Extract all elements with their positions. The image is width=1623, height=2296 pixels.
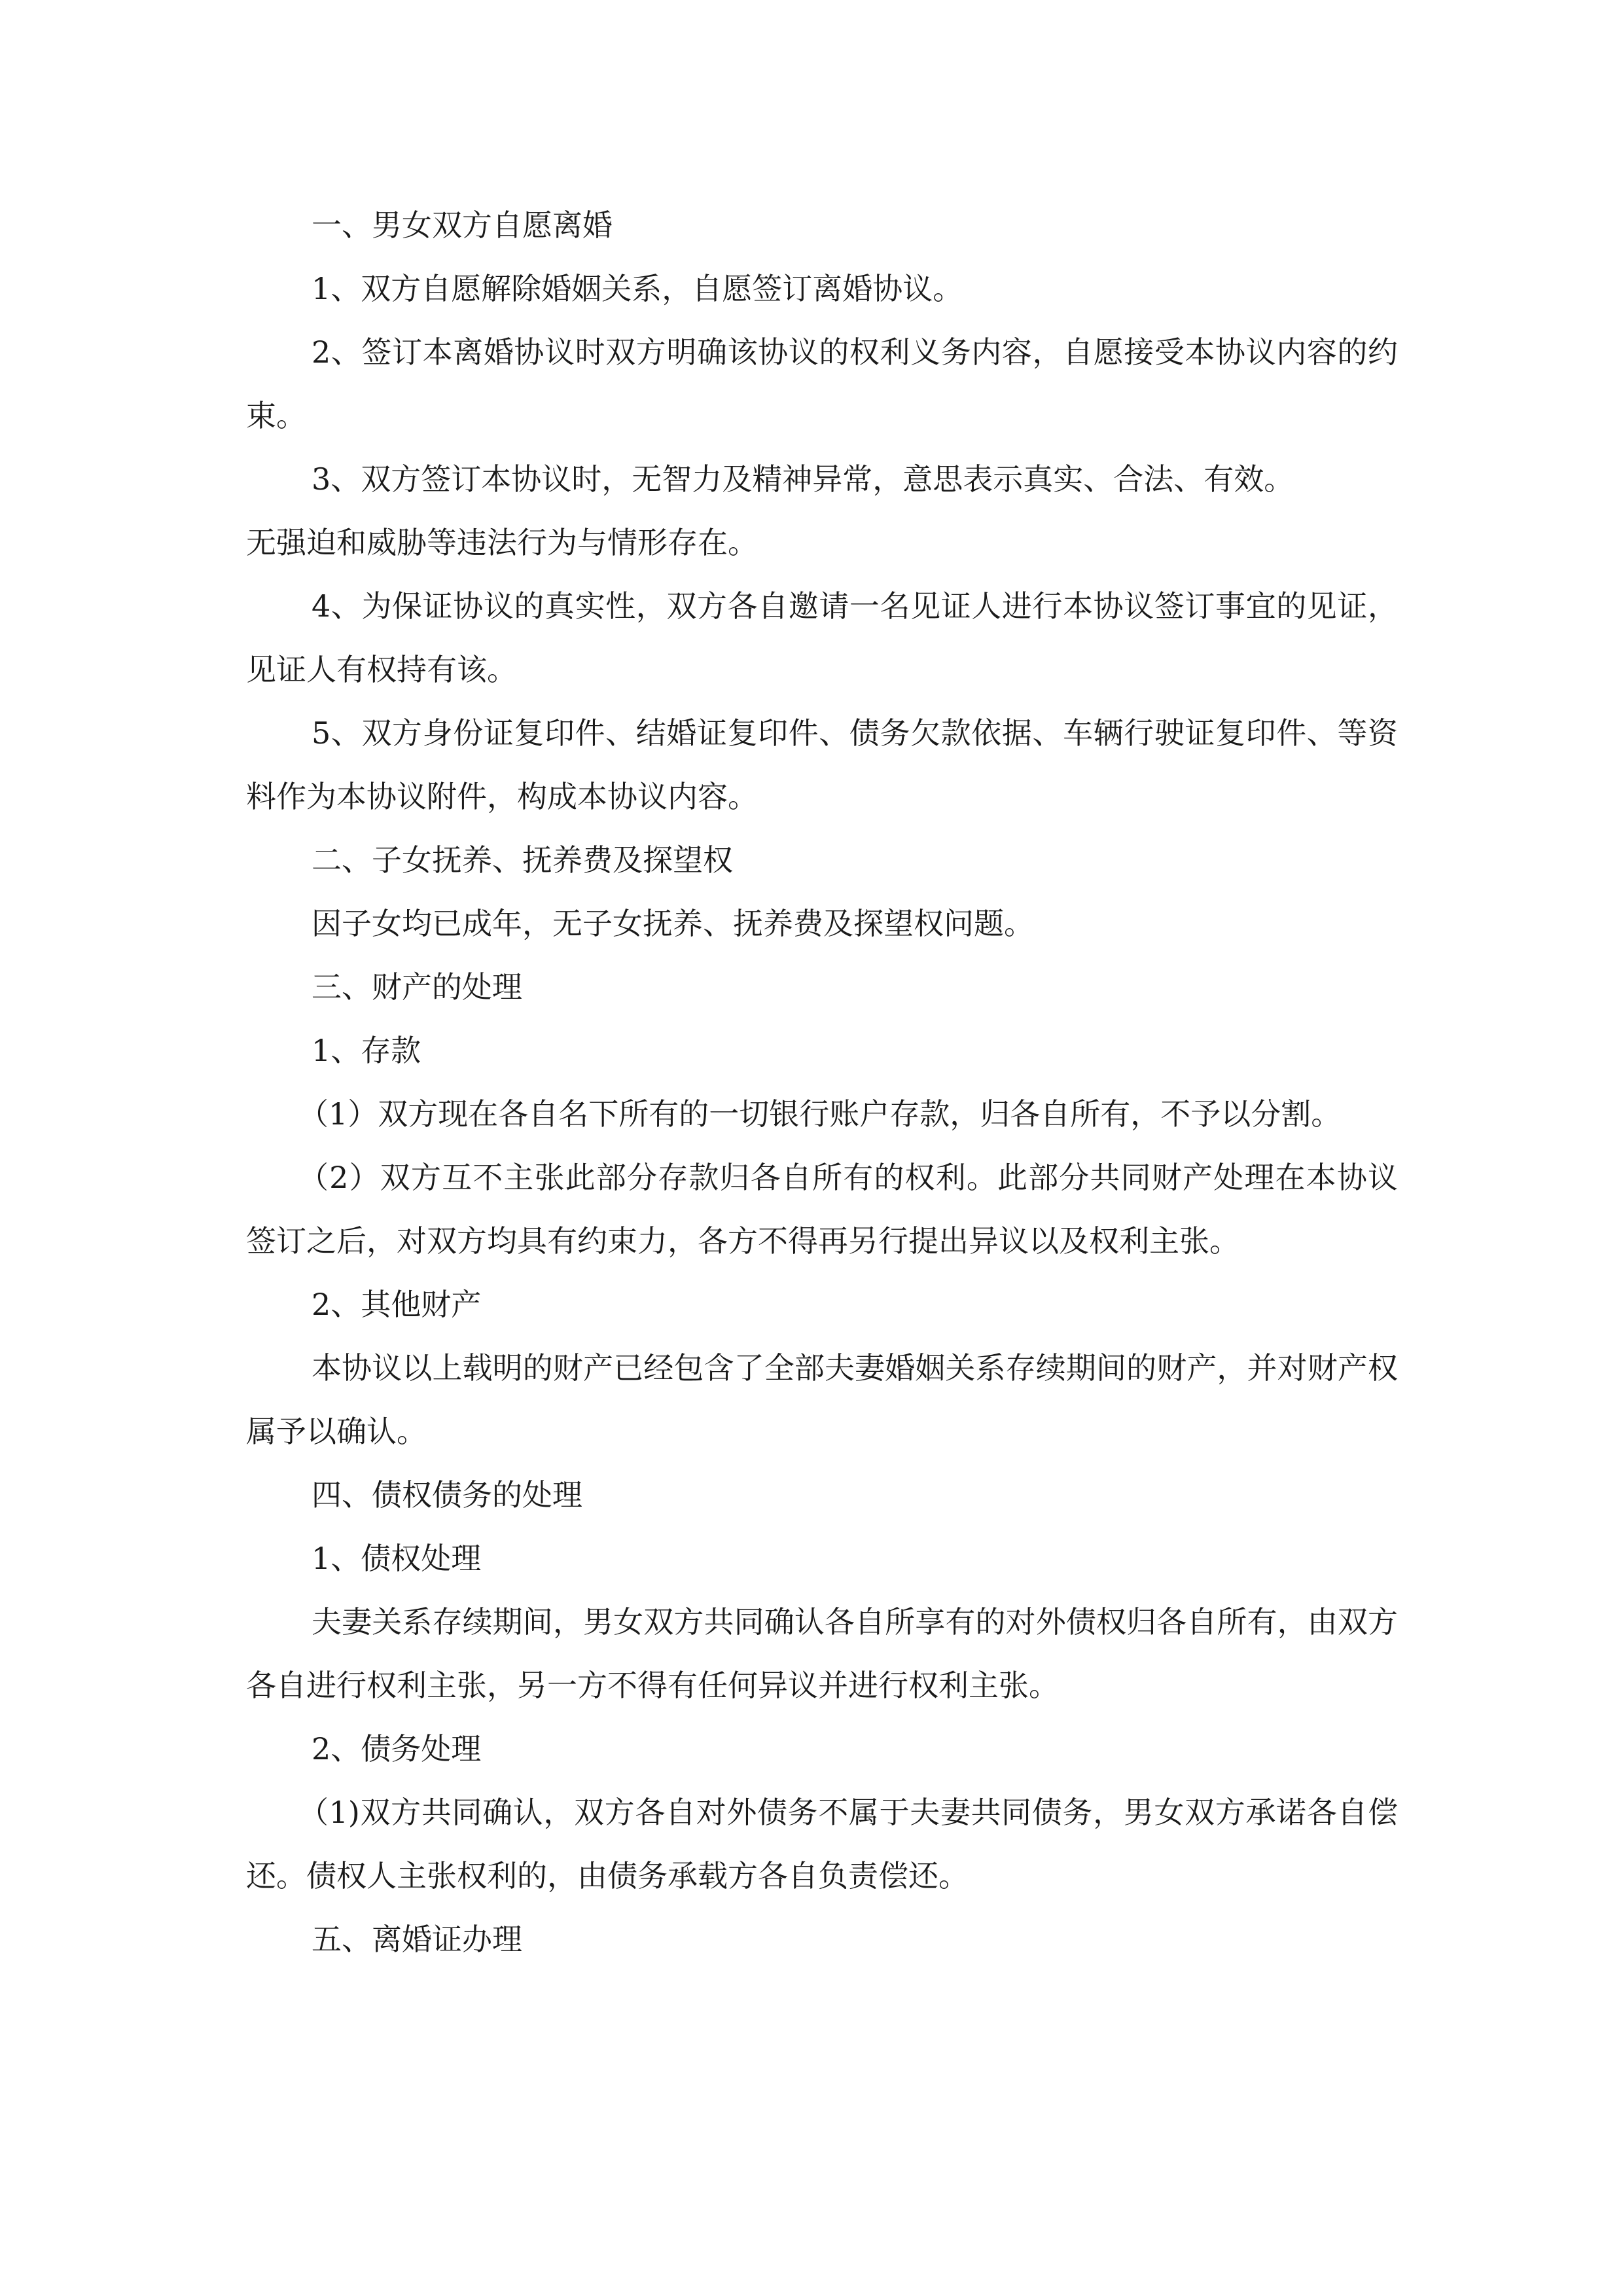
section-heading: 一、男女双方自愿离婚 (312, 207, 613, 243)
paragraph: 3、双方签订本协议时，无智力及精神异常，意思表示真实、合法、有效。 (312, 461, 1294, 497)
paragraph: 夫妻关系存续期间，男女双方共同确认各自所享有的对外债权归各自所有，由双方各自进行权利主张，另一方不得有任何异议并进行权利主张。 (246, 1604, 1398, 1703)
subsection-heading: 2、其他财产 (312, 1287, 482, 1322)
subsection-heading: 2、债务处理 (312, 1731, 482, 1767)
paragraph: （2）双方互不主张此部分存款归各自所有的权利。此部分共同财产处理在本协议签订之后，对双方均具有约束力，各方不得再另行提出异议以及权利主张。 (246, 1160, 1398, 1259)
document-body (246, 194, 1398, 1971)
paragraph: 无强迫和威胁等违法行为与情形存在。 (246, 525, 758, 560)
paragraph: （1）双方现在各自名下所有的一切银行账户存款，归各自所有，不予以分割。 (298, 1096, 1342, 1132)
paragraph: 5、双方身份证复印件、结婚证复印件、债务欠款依据、车辆行驶证复印件、等资料作为本协议附件，构成本协议内容。 (246, 715, 1398, 814)
paragraph: （1)双方共同确认，双方各自对外债务不属于夫妻共同债务，男女双方承诺各自偿还。债权人主张权利的，由债务承载方各自负责偿还。 (246, 1795, 1398, 1893)
section-heading: 三、财产的处理 (312, 969, 522, 1005)
paragraph: 本协议以上载明的财产已经包含了全部夫妻婚姻关系存续期间的财产，并对财产权属予以确认。 (246, 1350, 1398, 1449)
subsection-heading: 1、存款 (312, 1033, 421, 1068)
paragraph: 2、签订本离婚协议时双方明确该协议的权利义务内容，自愿接受本协议内容的约束。 (246, 334, 1398, 433)
section-heading: 五、离婚证办理 (312, 1922, 522, 1957)
paragraph: 因子女均已成年，无子女抚养、抚养费及探望权问题。 (312, 906, 1034, 941)
paragraph: 1、双方自愿解除婚姻关系，自愿签订离婚协议。 (312, 271, 963, 306)
section-heading: 四、债权债务的处理 (312, 1477, 582, 1513)
paragraph: 4、为保证协议的真实性，双方各自邀请一名见证人进行本协议签订事宜的见证，见证人有权持有该。 (246, 588, 1398, 687)
subsection-heading: 1、债权处理 (312, 1541, 482, 1576)
section-heading: 二、子女抚养、抚养费及探望权 (312, 842, 733, 878)
